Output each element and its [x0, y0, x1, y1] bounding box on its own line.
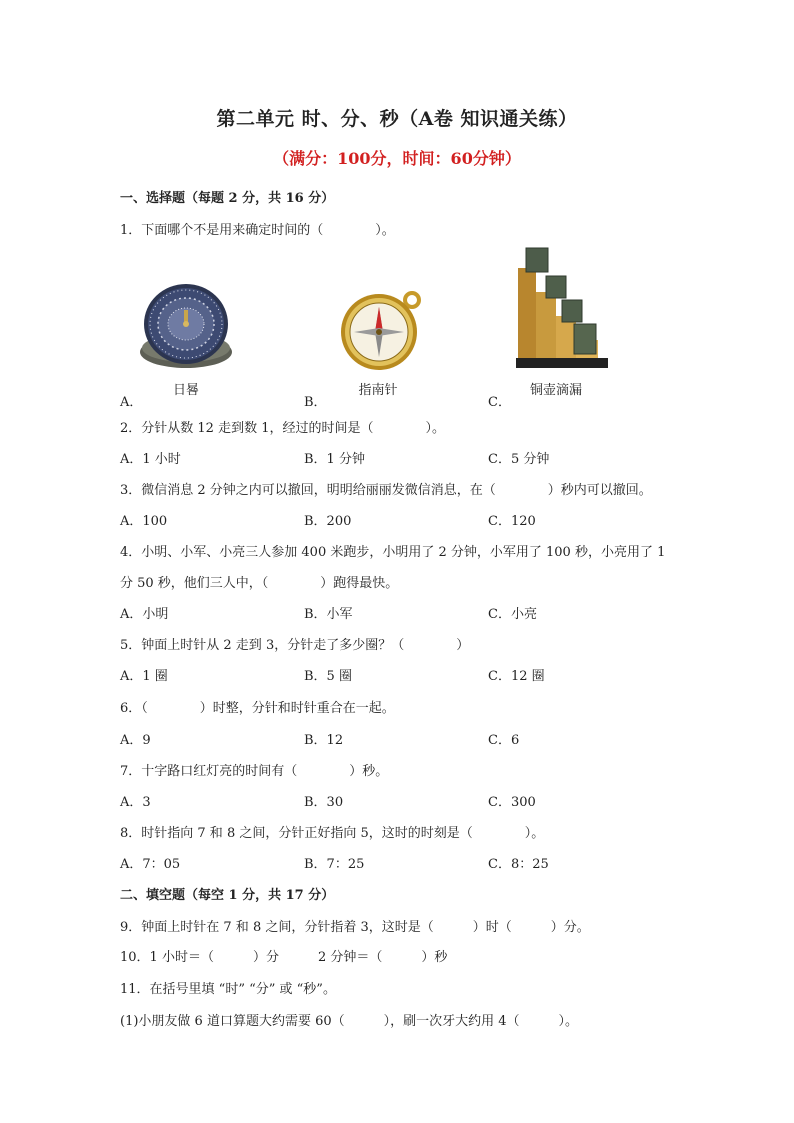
water-clock-image — [512, 246, 612, 370]
question-5: 5．钟面上时针从 2 走到 3，分针走了多少圈？（ ） — [120, 638, 470, 653]
sundial-image — [138, 284, 234, 370]
q4-option-c: C．小亮 — [488, 607, 537, 622]
q3-option-c: C．120 — [488, 514, 536, 529]
compass-image — [332, 290, 430, 372]
question-7: 7．十字路口红灯亮的时间有（ ）秒。 — [120, 764, 389, 779]
q1-caption-c: 铜壶滴漏 — [529, 383, 582, 398]
question-6: 6．（ ）时整，分针和时针重合在一起。 — [120, 701, 395, 716]
q8-option-c: C．8：25 — [488, 857, 549, 872]
q8-option-b: B．7：25 — [304, 857, 365, 872]
q2-option-c: C．5 分钟 — [488, 452, 550, 467]
q5-option-b: B．5 圈 — [304, 669, 352, 684]
q1-option-b: B． — [304, 395, 327, 410]
question-4-line-1: 4．小明、小军、小亮三人参加 400 米跑步，小明用了 2 分钟，小军用了 100 秒，小亮用了 1 — [120, 545, 666, 560]
q7-option-c: C．300 — [488, 795, 536, 810]
q6-option-c: C．6 — [488, 733, 520, 748]
q2-option-a: A．1 小时 — [120, 452, 181, 467]
page-title: 第二单元 时、分、秒（A卷 知识通关练） — [216, 108, 578, 130]
q2-option-b: B．1 分钟 — [304, 452, 365, 467]
q1-caption-b: 指南针 — [358, 383, 398, 398]
question-10: 10．1 小时＝（ ）分 2 分钟＝（ ）秒 — [120, 950, 448, 965]
q6-option-a: A．9 — [120, 733, 151, 748]
page-subtitle: （满分：100分，时间：60分钟） — [273, 149, 521, 168]
q7-option-b: B．30 — [304, 795, 344, 810]
q7-option-a: A．3 — [120, 795, 151, 810]
question-9: 9．钟面上时针在 7 和 8 之间，分针指着 3，这时是（ ）时（ ）分。 — [120, 920, 590, 935]
q4-option-a: A．小明 — [120, 607, 169, 622]
q3-option-a: A．100 — [120, 514, 168, 529]
q1-option-c: C． — [488, 395, 511, 410]
q8-option-a: A．7：05 — [120, 857, 181, 872]
q5-option-c: C．12 圈 — [488, 669, 545, 684]
q6-option-b: B．12 — [304, 733, 344, 748]
q4-option-b: B．小军 — [304, 607, 353, 622]
q3-option-b: B．200 — [304, 514, 352, 529]
q1-caption-a: 日晷 — [172, 383, 199, 398]
q1-option-a: A． — [120, 395, 143, 410]
question-4-line-2: 分 50 秒，他们三人中，（ ）跑得最快。 — [120, 576, 399, 591]
q5-option-a: A．1 圈 — [120, 669, 168, 684]
question-11: 11．在括号里填 “时” “分” 或 “秒”。 — [120, 982, 336, 997]
question-11-part-1: (1)小朋友做 6 道口算题大约需要 60（ ），刷一次牙大约用 4（ ）。 — [120, 1014, 579, 1029]
question-2: 2．分针从数 12 走到数 1，经过的时间是（ ）。 — [120, 421, 445, 436]
question-8: 8．时针指向 7 和 8 之间，分针正好指向 5，这时的时刻是（ ）。 — [120, 826, 545, 841]
question-1: 1．下面哪个不是用来确定时间的（ ）。 — [120, 223, 395, 238]
section-heading-fill: 二、填空题（每空 1 分，共 17 分） — [120, 888, 335, 903]
section-heading-choice: 一、选择题（每题 2 分，共 16 分） — [120, 191, 335, 206]
question-3: 3．微信消息 2 分钟之内可以撤回，明明给丽丽发微信消息，在（ ）秒内可以撤回。 — [120, 483, 652, 498]
